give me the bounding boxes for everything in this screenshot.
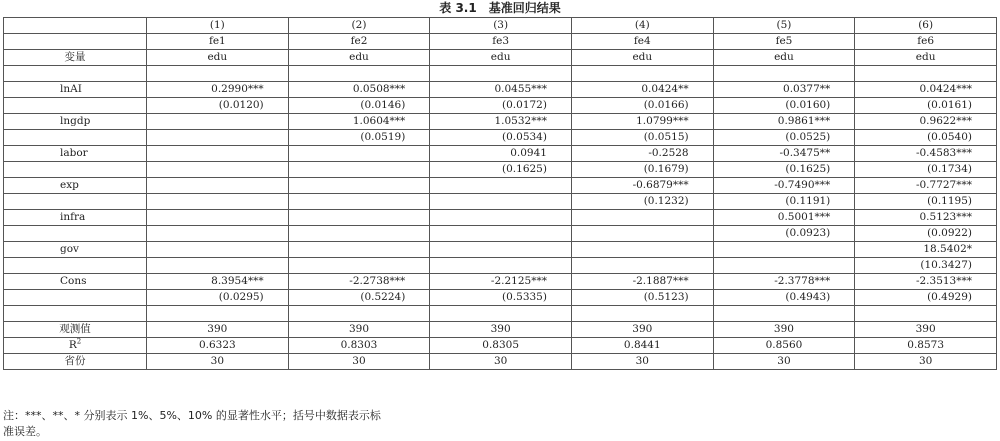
empty-cell <box>713 66 855 82</box>
stderr-cell <box>288 162 430 178</box>
stderr-cell: (0.0922) <box>855 226 997 242</box>
stat-value: 0.8441 <box>571 338 713 354</box>
empty-cell <box>855 306 997 322</box>
empty-cell <box>4 130 147 146</box>
variable-name: gov <box>4 242 147 258</box>
coefficient-cell: 1.0604*** <box>288 114 430 130</box>
coefficient-cell <box>147 178 289 194</box>
se-row <box>4 130 997 146</box>
dependent-value: edu <box>147 50 289 66</box>
coefficient-cell: 0.9622*** <box>855 114 997 130</box>
coefficient-cell <box>430 210 572 226</box>
column-header: (6) <box>855 18 997 34</box>
stderr-cell: (0.0534) <box>430 130 572 146</box>
variable-name: lnAI <box>4 82 147 98</box>
stderr-cell <box>713 258 855 274</box>
column-header: (4) <box>571 18 713 34</box>
coef-row <box>4 82 997 98</box>
empty-cell <box>4 162 147 178</box>
stderr-cell: (0.0519) <box>288 130 430 146</box>
coefficient-cell: -2.3513*** <box>855 274 997 290</box>
spacer-row <box>4 66 997 82</box>
coef-row <box>4 274 997 290</box>
model-header: fe3 <box>430 34 572 50</box>
stderr-cell <box>571 258 713 274</box>
stat-value: 0.8560 <box>713 338 855 354</box>
coefficient-cell: 8.3954*** <box>147 274 289 290</box>
coefficient-cell: -0.2528 <box>571 146 713 162</box>
stderr-cell <box>430 194 572 210</box>
stderr-cell <box>147 162 289 178</box>
coef-row <box>4 242 997 258</box>
variable-name: exp <box>4 178 147 194</box>
column-header: (3) <box>430 18 572 34</box>
coef-row <box>4 114 997 130</box>
stat-value: 390 <box>855 322 997 338</box>
coefficient-cell: 0.0455*** <box>430 82 572 98</box>
column-header: (2) <box>288 18 430 34</box>
stderr-cell: (0.0923) <box>713 226 855 242</box>
coef-row <box>4 210 997 226</box>
stat-row <box>4 322 997 338</box>
empty-cell <box>571 66 713 82</box>
coefficient-cell: 0.0424** <box>571 82 713 98</box>
empty-cell <box>430 66 572 82</box>
column-header: (1) <box>147 18 289 34</box>
stderr-cell: (0.0166) <box>571 98 713 114</box>
stderr-cell: (0.5123) <box>571 290 713 306</box>
dependent-value: edu <box>430 50 572 66</box>
stderr-cell: (0.5335) <box>430 290 572 306</box>
stat-value: 390 <box>430 322 572 338</box>
stat-row <box>4 354 997 370</box>
stderr-cell <box>430 258 572 274</box>
dependent-value: edu <box>571 50 713 66</box>
stderr-cell: (0.0160) <box>713 98 855 114</box>
coefficient-cell <box>288 146 430 162</box>
model-header: fe5 <box>713 34 855 50</box>
coefficient-cell <box>713 242 855 258</box>
empty-cell <box>147 66 289 82</box>
coefficient-cell: 1.0532*** <box>430 114 572 130</box>
stderr-cell: (0.4929) <box>855 290 997 306</box>
coefficient-cell <box>147 242 289 258</box>
stat-label: 省份 <box>4 354 147 370</box>
coefficient-cell: -0.3475** <box>713 146 855 162</box>
stderr-cell: (0.1191) <box>713 194 855 210</box>
variable-name: lngdp <box>4 114 147 130</box>
stat-value: 30 <box>855 354 997 370</box>
coefficient-cell: 1.0799*** <box>571 114 713 130</box>
empty-cell <box>4 194 147 210</box>
se-row <box>4 194 997 210</box>
empty-cell <box>855 66 997 82</box>
stat-value: 390 <box>713 322 855 338</box>
stat-row <box>4 338 997 354</box>
stderr-cell: (0.0120) <box>147 98 289 114</box>
header-row-dependent <box>4 50 997 66</box>
empty-cell <box>147 306 289 322</box>
stderr-cell: (0.0172) <box>430 98 572 114</box>
stderr-cell: (0.1679) <box>571 162 713 178</box>
superscript: 2 <box>76 337 82 346</box>
coefficient-cell <box>430 242 572 258</box>
coefficient-cell: 0.5001*** <box>713 210 855 226</box>
stat-value: 0.8303 <box>288 338 430 354</box>
empty-cell <box>713 306 855 322</box>
stat-value: 390 <box>288 322 430 338</box>
stderr-cell: (0.1734) <box>855 162 997 178</box>
variable-name: infra <box>4 210 147 226</box>
stat-value: 0.6323 <box>147 338 289 354</box>
coefficient-cell: -2.2738*** <box>288 274 430 290</box>
coefficient-cell: 0.9861*** <box>713 114 855 130</box>
empty-cell <box>288 306 430 322</box>
model-header: fe4 <box>571 34 713 50</box>
model-header: fe2 <box>288 34 430 50</box>
model-header: fe6 <box>855 34 997 50</box>
corner-cell <box>4 18 147 34</box>
variable-name: labor <box>4 146 147 162</box>
dependent-label: 变量 <box>4 50 147 66</box>
stderr-cell: (0.1625) <box>713 162 855 178</box>
stat-value: 30 <box>571 354 713 370</box>
dependent-value: edu <box>288 50 430 66</box>
coefficient-cell: 0.5123*** <box>855 210 997 226</box>
stderr-cell <box>147 130 289 146</box>
stderr-cell: (0.0515) <box>571 130 713 146</box>
empty-cell <box>4 226 147 242</box>
coefficient-cell <box>288 242 430 258</box>
coefficient-cell: -2.1887*** <box>571 274 713 290</box>
coefficient-cell <box>147 210 289 226</box>
header-row-columns <box>4 18 997 34</box>
coefficient-cell: -2.3778*** <box>713 274 855 290</box>
stderr-cell <box>147 194 289 210</box>
coefficient-cell: 18.5402* <box>855 242 997 258</box>
stderr-cell <box>288 194 430 210</box>
stderr-cell: (0.5224) <box>288 290 430 306</box>
coefficient-cell: 0.0508*** <box>288 82 430 98</box>
coefficient-cell <box>147 114 289 130</box>
empty-cell <box>430 306 572 322</box>
stderr-cell: (0.1625) <box>430 162 572 178</box>
coefficient-cell: 0.2990*** <box>147 82 289 98</box>
stat-value: 30 <box>147 354 289 370</box>
se-row <box>4 98 997 114</box>
se-row <box>4 290 997 306</box>
stderr-cell: (0.0295) <box>147 290 289 306</box>
stderr-cell: (10.3427) <box>855 258 997 274</box>
table-note <box>3 408 381 440</box>
coefficient-cell: 0.0424*** <box>855 82 997 98</box>
stderr-cell: (0.4943) <box>713 290 855 306</box>
model-header: fe1 <box>147 34 289 50</box>
empty-cell <box>4 66 147 82</box>
stderr-cell <box>571 226 713 242</box>
stderr-cell: (0.0161) <box>855 98 997 114</box>
stderr-cell: (0.1195) <box>855 194 997 210</box>
column-header: (5) <box>713 18 855 34</box>
regression-table-body <box>4 18 997 370</box>
coefficient-cell <box>288 178 430 194</box>
stat-value: 0.8573 <box>855 338 997 354</box>
stat-value: 30 <box>288 354 430 370</box>
stderr-cell: (0.0540) <box>855 130 997 146</box>
stat-value: 390 <box>147 322 289 338</box>
coefficient-cell <box>430 178 572 194</box>
regression-table <box>3 17 997 370</box>
stderr-cell <box>147 226 289 242</box>
coefficient-cell <box>571 210 713 226</box>
empty-cell <box>4 306 147 322</box>
coefficient-cell: -0.7727*** <box>855 178 997 194</box>
coef-row <box>4 146 997 162</box>
coef-row <box>4 178 997 194</box>
stat-label: 观测值 <box>4 322 147 338</box>
empty-cell <box>4 290 147 306</box>
stat-value: 390 <box>571 322 713 338</box>
se-row <box>4 162 997 178</box>
stderr-cell: (0.0525) <box>713 130 855 146</box>
empty-cell <box>288 66 430 82</box>
coefficient-cell <box>571 242 713 258</box>
empty-cell <box>571 306 713 322</box>
variable-name: Cons <box>4 274 147 290</box>
stderr-cell <box>288 226 430 242</box>
coefficient-cell <box>288 210 430 226</box>
stat-value: 30 <box>430 354 572 370</box>
dependent-value: edu <box>855 50 997 66</box>
note-line-2: 准误差。 <box>3 425 47 438</box>
dependent-value: edu <box>713 50 855 66</box>
empty-cell <box>4 98 147 114</box>
coefficient-cell: 0.0941 <box>430 146 572 162</box>
empty-cell <box>4 258 147 274</box>
table-title: 表 3.1 基准回归结果 <box>439 1 561 15</box>
corner-cell <box>4 34 147 50</box>
note-line-1: 注：***、**、* 分别表示 1%、5%、10% 的显著性水平；括号中数据表示标 <box>3 409 381 422</box>
stderr-cell <box>288 258 430 274</box>
coefficient-cell: -0.6879*** <box>571 178 713 194</box>
stderr-cell <box>147 258 289 274</box>
coefficient-cell: -0.4583*** <box>855 146 997 162</box>
stderr-cell <box>430 226 572 242</box>
se-row <box>4 258 997 274</box>
header-row-models <box>4 34 997 50</box>
stat-value: 0.8305 <box>430 338 572 354</box>
stderr-cell: (0.0146) <box>288 98 430 114</box>
spacer-row <box>4 306 997 322</box>
coefficient-cell: -2.2125*** <box>430 274 572 290</box>
stderr-cell: (0.1232) <box>571 194 713 210</box>
coefficient-cell: -0.7490*** <box>713 178 855 194</box>
stat-label: $R^2$ <box>4 338 147 354</box>
se-row <box>4 226 997 242</box>
coefficient-cell: 0.0377** <box>713 82 855 98</box>
coefficient-cell <box>147 146 289 162</box>
stat-value: 30 <box>713 354 855 370</box>
